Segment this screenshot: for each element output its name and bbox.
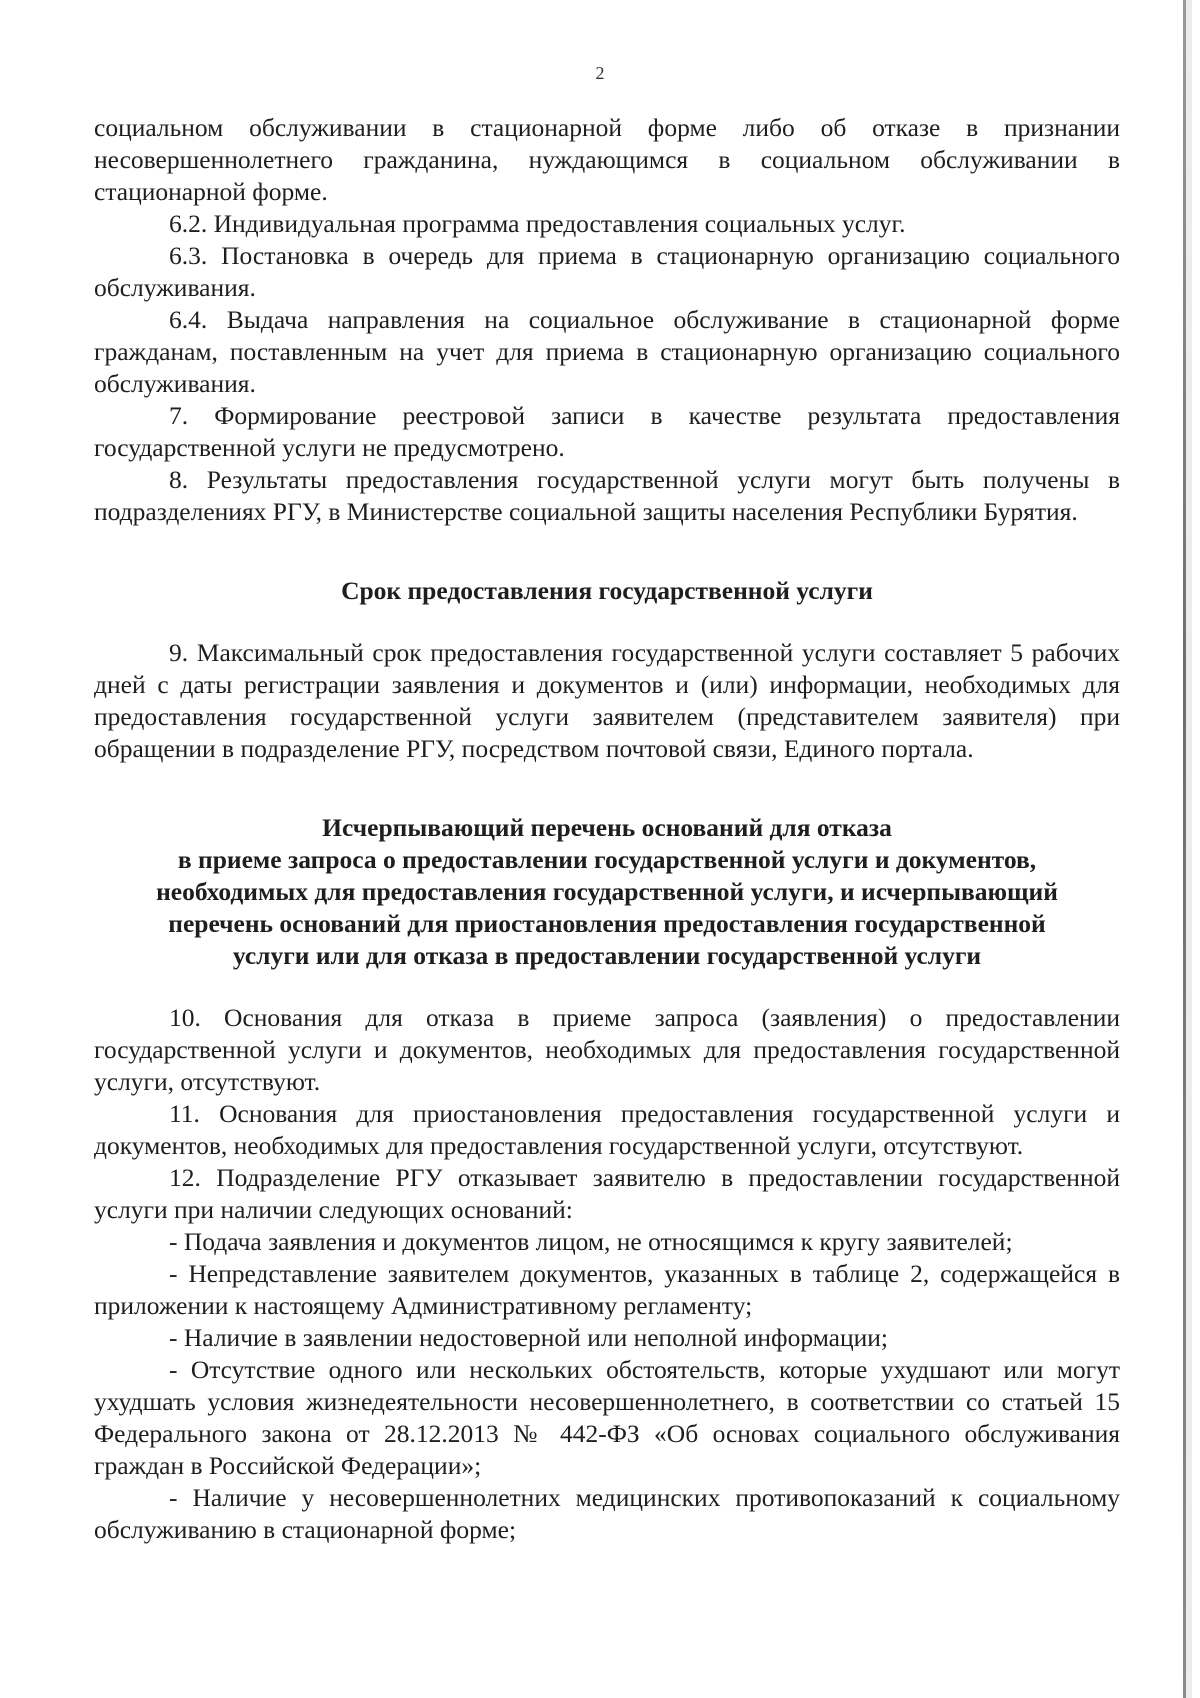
paragraph-6-2: 6.2. Индивидуальная программа предоставления социальных услуг. bbox=[169, 209, 906, 238]
paragraph-10: 10. Основания для отказа в приеме запроса (заявления) о предоставлении государственной услуги и документов, необходимых для предоставления государственной услуги, отсутствуют. bbox=[94, 1003, 1120, 1096]
list-item-missing-documents: - Непредставление заявителем документов, указанных в таблице 2, содержащейся в приложении к настоящему Административному регламенту; bbox=[94, 1259, 1120, 1320]
section-heading-term: Срок предоставления государственной услуги bbox=[341, 576, 873, 605]
paragraph-8: 8. Результаты предоставления государственной услуги могут быть получены в подразделениях РГУ, в Министерстве социальной защиты населения Республики Бурятия. bbox=[94, 465, 1120, 526]
list-item-applicant-circle: - Подача заявления и документов лицом, не относящимся к кругу заявителей; bbox=[169, 1227, 1013, 1256]
list-item-invalid-information: - Наличие в заявлении недостоверной или неполной информации; bbox=[169, 1323, 888, 1352]
paragraph-continuation: социальном обслуживании в стационарной форме либо об отказе в признании несовершеннолетнего гражданина, нуждающимся в социальном обслуживании в стационарной форме. bbox=[94, 113, 1120, 206]
page-number: 2 bbox=[595, 63, 605, 83]
paragraph-11: 11. Основания для приостановления предоставления государственной услуги и документов, необходимых для предоставления государственной услуги, отсутствуют. bbox=[94, 1099, 1120, 1160]
document-body bbox=[94, 112, 1120, 1546]
list-item-medical-contraindications: - Наличие у несовершеннолетних медицинских противопоказаний к социальному обслуживанию в стационарной форме; bbox=[94, 1483, 1120, 1544]
paragraph-9: 9. Максимальный срок предоставления государственной услуги составляет 5 рабочих дней с даты регистрации заявления и документов и (или) информации, необходимых для предоставления государственной услуги заявителем (представителем заявителя) при обращении в подразделение РГУ, посредством почтовой связи, Единого портала. bbox=[94, 638, 1120, 763]
paragraph-6-4: 6.4. Выдача направления на социальное обслуживание в стационарной форме гражданам, поставленным на учет для приема в стационарную организацию социального обслуживания. bbox=[94, 305, 1120, 398]
paragraph-12: 12. Подразделение РГУ отказывает заявителю в предоставлении государственной услуги при наличии следующих оснований: bbox=[94, 1163, 1120, 1224]
list-item-absence-of-circumstances: - Отсутствие одного или нескольких обстоятельств, которые ухудшают или могут ухудшать условия жизнедеятельности несовершеннолетнего, в соответствии со статьей 15 Федерального закона от 28.12.2013 № 442-ФЗ «Об основах социального обслуживания граждан в Российской Федерации»; bbox=[94, 1355, 1120, 1480]
scan-edge-line bbox=[1183, 0, 1186, 1698]
scan-edge-shadow bbox=[1186, 0, 1192, 1698]
paragraph-6-3: 6.3. Постановка в очередь для приема в стационарную организацию социального обслуживания. bbox=[94, 241, 1120, 302]
section-heading-refusal-grounds: Исчерпывающий перечень оснований для отказа в приеме запроса о предоставлении государственной услуги и документов, необходимых для предоставления государственной услуги, и исчерпывающий перечень оснований для приостановления предоставления государственной услуги или для отказа в предоставлении государственной услуги bbox=[156, 813, 1058, 970]
paragraph-7: 7. Формирование реестровой записи в качестве результата предоставления государственной услуги не предусмотрено. bbox=[94, 401, 1120, 462]
